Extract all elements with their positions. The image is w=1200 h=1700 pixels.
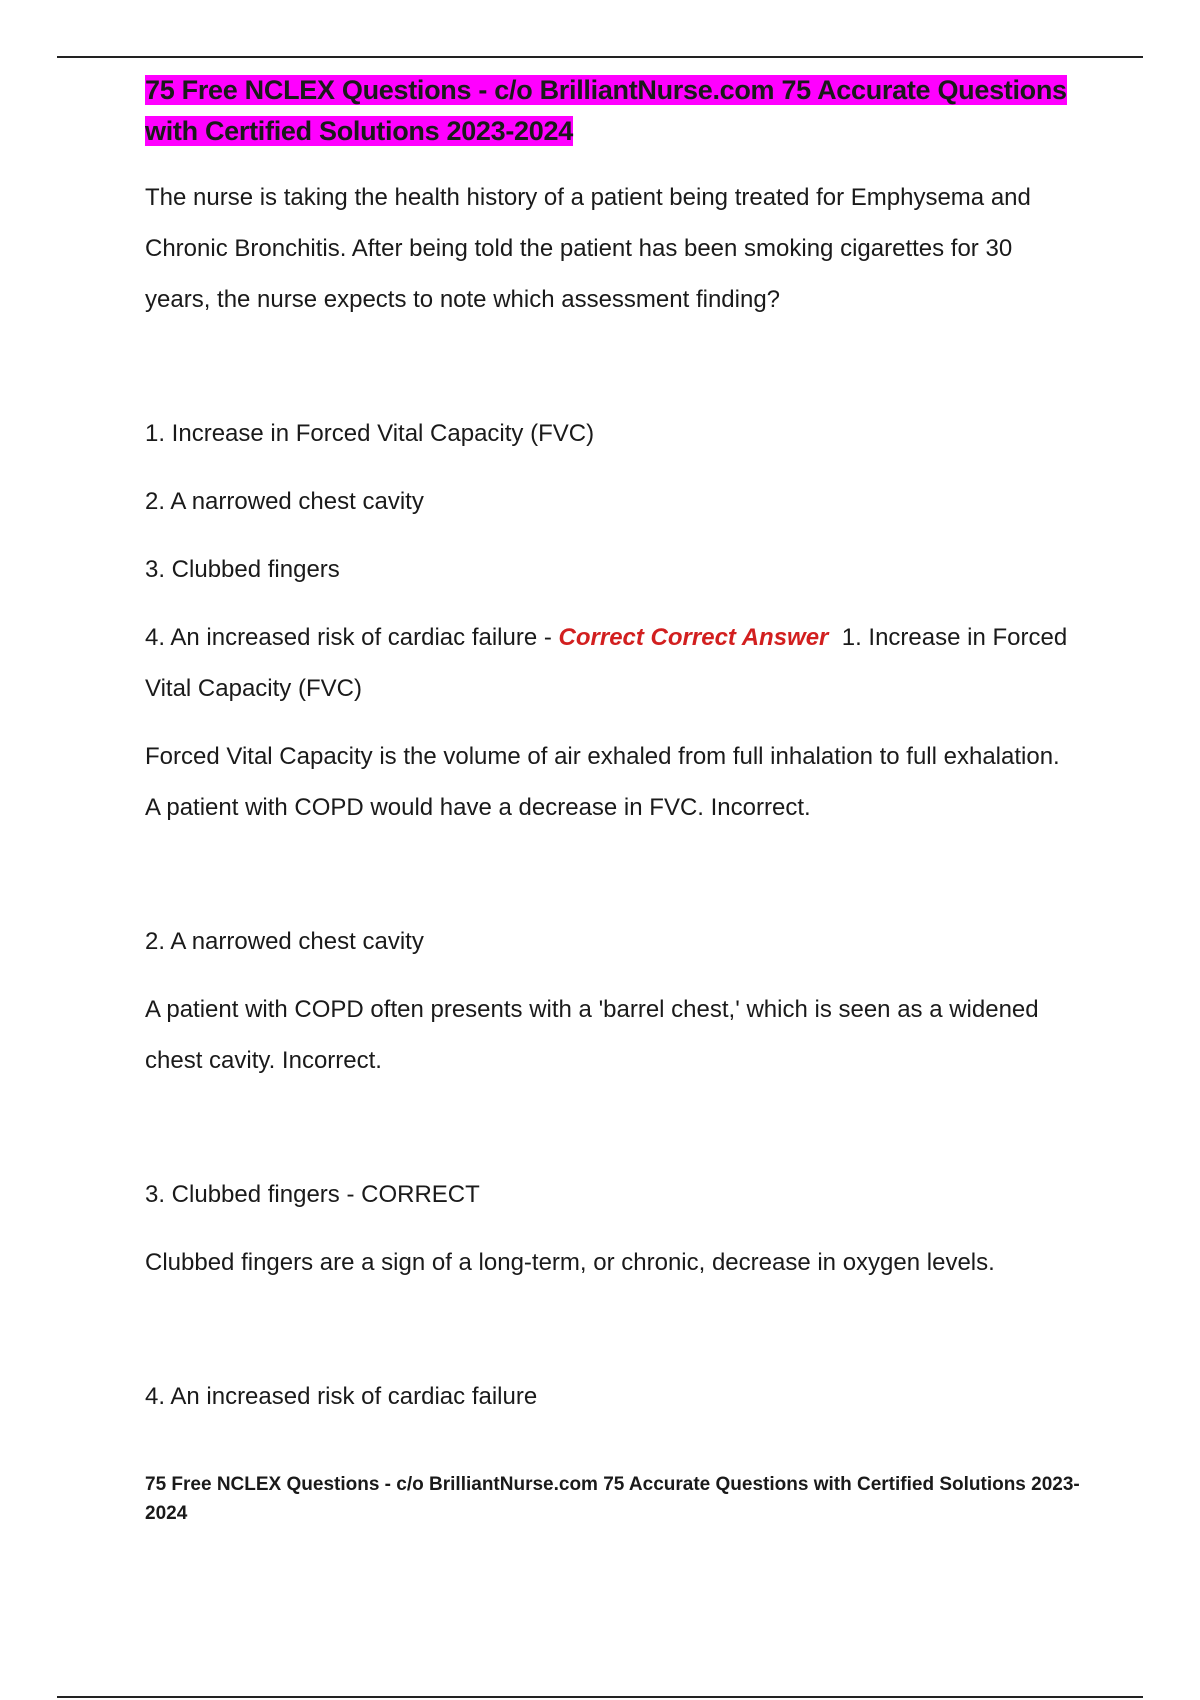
option-1: 1. Increase in Forced Vital Capacity (FVC) bbox=[145, 420, 595, 447]
top-rule bbox=[57, 56, 1143, 58]
explanation-1: Forced Vital Capacity is the volume of air exhaled from full inhalation to full exhalation. A patient with COPD would have a decrease in FVC. Incorrect. bbox=[145, 743, 1060, 821]
explanation-2: A patient with COPD often presents with a 'barrel chest,' which is seen as a widened chest cavity. Incorrect. bbox=[145, 996, 1039, 1074]
question-text: The nurse is taking the health history of a patient being treated for Emphysema and Chronic Bronchitis. After being told the patient has been smoking cigarettes for 30 years, the nurse expects to note which assessment finding? bbox=[145, 184, 1031, 313]
correct-answer-label: Correct Correct Answer bbox=[558, 624, 829, 651]
page-footer: 75 Free NCLEX Questions - c/o BrilliantNurse.com 75 Accurate Questions with Certified Solutions 2023-2024 bbox=[145, 1474, 1080, 1524]
bottom-rule bbox=[57, 1696, 1143, 1698]
explanation-3: Clubbed fingers are a sign of a long-term, or chronic, decrease in oxygen levels. bbox=[145, 1249, 995, 1276]
option-2-heading: 2. A narrowed chest cavity bbox=[145, 928, 424, 955]
title-highlight: 75 Free NCLEX Questions - c/o BrilliantNurse.com 75 Accurate Questions with Certified Solutions 2023-2024 bbox=[145, 75, 1067, 146]
option-2: 2. A narrowed chest cavity bbox=[145, 488, 424, 515]
option-4-text: 4. An increased risk of cardiac failure - bbox=[145, 624, 559, 651]
option-4-heading: 4. An increased risk of cardiac failure bbox=[145, 1383, 538, 1410]
document-body bbox=[145, 70, 1075, 1422]
correct-answer-value: 1. Increase in Forced Vital Capacity (FVC) bbox=[145, 624, 1074, 702]
option-4-with-answer bbox=[145, 612, 1075, 714]
document-title bbox=[145, 70, 1075, 152]
option-3-heading: 3. Clubbed fingers - CORRECT bbox=[145, 1181, 480, 1208]
option-3: 3. Clubbed fingers bbox=[145, 556, 340, 583]
